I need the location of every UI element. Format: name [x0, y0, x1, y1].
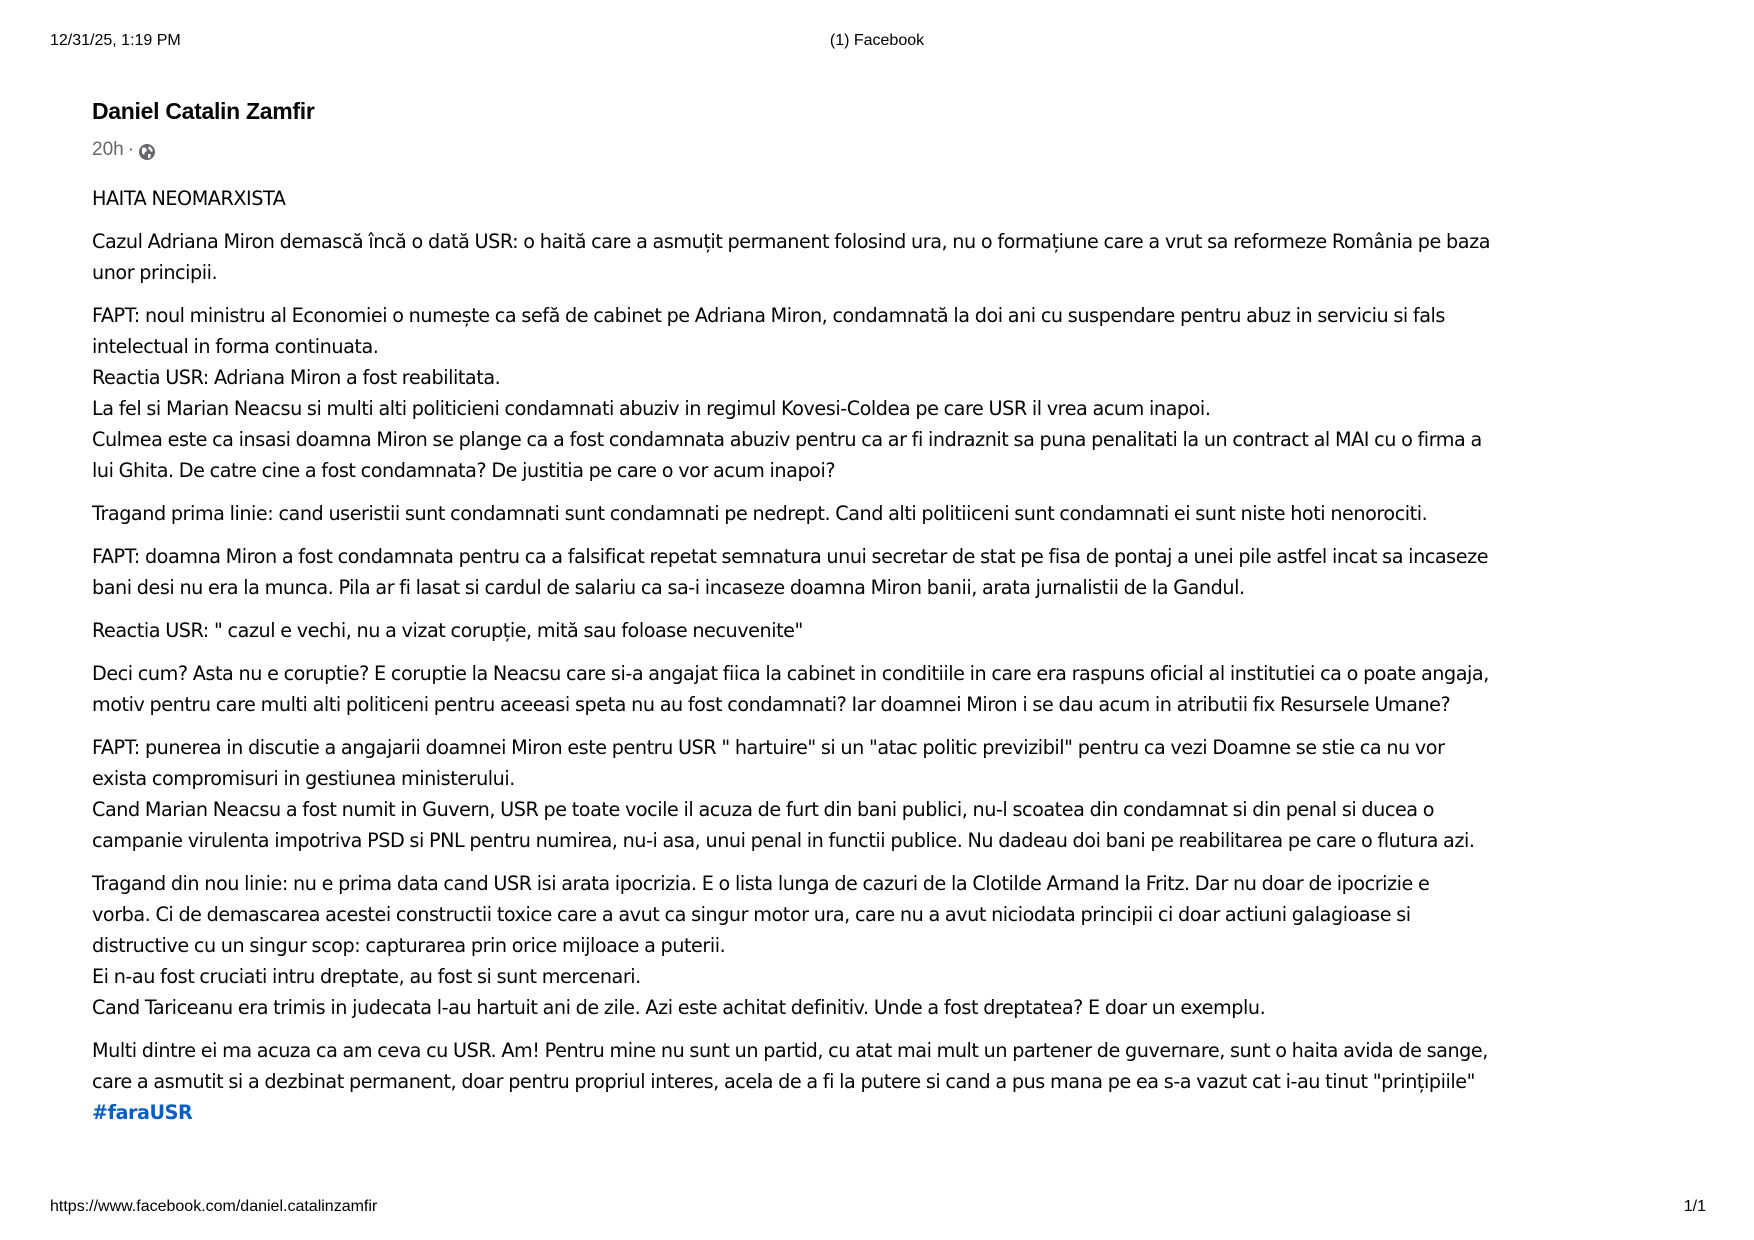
post-text-line: Multi dintre ei ma acuza ca am ceva cu USR. Am! Pentru mine nu sunt un partid, cu atat mai mult un partener de guvernare, sunt o haita avida de sange, [92, 1039, 1488, 1062]
post-paragraph [92, 498, 1692, 529]
post-text-line: lui Ghita. De catre cine a fost condamnata? De justitia pe care o vor acum inapoi? [92, 459, 836, 482]
post-text-line: bani desi nu era la munca. Pila ar fi lasat si cardul de salariu ca sa-i incaseze doamna Miron banii, arata jurnalistii de la Gandul. [92, 576, 1245, 599]
facebook-post [92, 98, 1692, 1140]
meta-separator: · [127, 139, 135, 160]
hashtag-link[interactable]: #faraUSR [92, 1101, 193, 1124]
post-text-line: care a asmutit si a dezbinat permanent, doar pentru propriul interes, acela de a fi la putere si cand a pus mana pe ea s-a vazut cat i-au tinut "prințipiile" [92, 1070, 1475, 1093]
post-text-line: motiv pentru care multi alti politiceni pentru aceeasi speta nu au fost condamnati? Iar doamnei Miron i se dau acum in atributii fix Resursele Umane? [92, 693, 1451, 716]
print-page-title: (1) Facebook [829, 32, 925, 49]
post-text-line: Culmea este ca insasi doamna Miron se plange ca a fost condamnata abuziv pentru ca ar fi indraznit sa puna penalitati la un contract al MAI cu o firma a [92, 428, 1482, 451]
globe-icon [138, 143, 156, 161]
post-author[interactable]: Daniel Catalin Zamfir [92, 98, 315, 124]
print-url: https://www.facebook.com/daniel.catalinzamfir [50, 1198, 378, 1215]
post-paragraph [92, 615, 1692, 646]
post-text-line: FAPT: punerea in discutie a angajarii doamnei Miron este pentru USR " hartuire" si un "atac politic previzibil" pentru ca vezi Doamne se stie ca nu vor [92, 736, 1445, 759]
post-text-line: Ei n-au fost cruciati intru dreptate, au fost si sunt mercenari. [92, 965, 641, 988]
post-text-line: FAPT: noul ministru al Economiei o numește ca sefă de cabinet pe Adriana Miron, condamnată la doi ani cu suspendare pentru abuz in serviciu si fals [92, 304, 1445, 327]
post-text-line: campanie virulenta impotriva PSD si PNL pentru numirea, nu-i asa, unui penal in functii publice. Nu dadeau doi bani pe reabilitarea pe care o flutura azi. [92, 829, 1475, 852]
post-body [92, 183, 1692, 1128]
post-text-line: intelectual in forma continuata. [92, 335, 379, 358]
post-paragraph [92, 541, 1692, 603]
post-meta [92, 139, 1692, 161]
post-paragraph [92, 868, 1692, 1023]
post-text-line: Cand Marian Neacsu a fost numit in Guvern, USR pe toate vocile il acuza de furt din bani publici, nu-l scoatea din condamnat si din penal si ducea o [92, 798, 1435, 821]
post-text-line: Tragand din nou linie: nu e prima data cand USR isi arata ipocrizia. E o lista lunga de cazuri de la Clotilde Armand la Fritz. Dar nu doar de ipocrizie e [92, 872, 1430, 895]
print-datetime: 12/31/25, 1:19 PM [50, 32, 181, 49]
post-text-line: Reactia USR: " cazul e vechi, nu a vizat corupție, mită sau foloase necuvenite" [92, 619, 803, 642]
post-text-line: Reactia USR: Adriana Miron a fost reabilitata. [92, 366, 501, 389]
post-text-line: HAITA NEOMARXISTA [92, 187, 286, 210]
post-paragraph [92, 658, 1692, 720]
post-timestamp[interactable]: 20h [92, 139, 124, 160]
print-page-number: 1/1 [1683, 1198, 1706, 1215]
post-text-line: Cazul Adriana Miron demască încă o dată USR: o haită care a asmuțit permanent folosind ura, nu o formațiune care a vrut sa reformeze România pe baza [92, 230, 1491, 253]
post-text-line: distructive cu un singur scop: capturarea prin orice mijloace a puterii. [92, 934, 726, 957]
post-paragraph [92, 183, 1692, 214]
post-text-line: Cand Tariceanu era trimis in judecata l-au hartuit ani de zile. Azi este achitat definitiv. Unde a fost dreptatea? E doar un exemplu. [92, 996, 1266, 1019]
post-text-line: vorba. Ci de demascarea acestei constructii toxice care a avut ca singur motor ura, care nu a avut niciodata principii ci doar actiuni galagioase si [92, 903, 1411, 926]
post-text-line: FAPT: doamna Miron a fost condamnata pentru ca a falsificat repetat semnatura unui secretar de stat pe fisa de pontaj a unei pile astfel incat sa incaseze [92, 545, 1489, 568]
post-text-line: exista compromisuri in gestiunea ministerului. [92, 767, 515, 790]
post-text-line: Tragand prima linie: cand useristii sunt condamnati sunt condamnati pe nedrept. Cand alti politiiceni sunt condamnati ei sunt niste hoti nenorociti. [92, 502, 1428, 525]
post-text-line: unor principii. [92, 261, 218, 284]
post-text-line: La fel si Marian Neacsu si multi alti politicieni condamnati abuziv in regimul Kovesi-Coldea pe care USR il vrea acum inapoi. [92, 397, 1211, 420]
post-paragraph [92, 732, 1692, 856]
post-paragraph [92, 300, 1692, 486]
post-paragraph [92, 226, 1692, 288]
post-text-line: Deci cum? Asta nu e coruptie? E coruptie la Neacsu care si-a angajat fiica la cabinet in conditiile in care era raspuns oficial al institutiei ca o poate angaja, [92, 662, 1489, 685]
post-paragraph [92, 1035, 1692, 1128]
